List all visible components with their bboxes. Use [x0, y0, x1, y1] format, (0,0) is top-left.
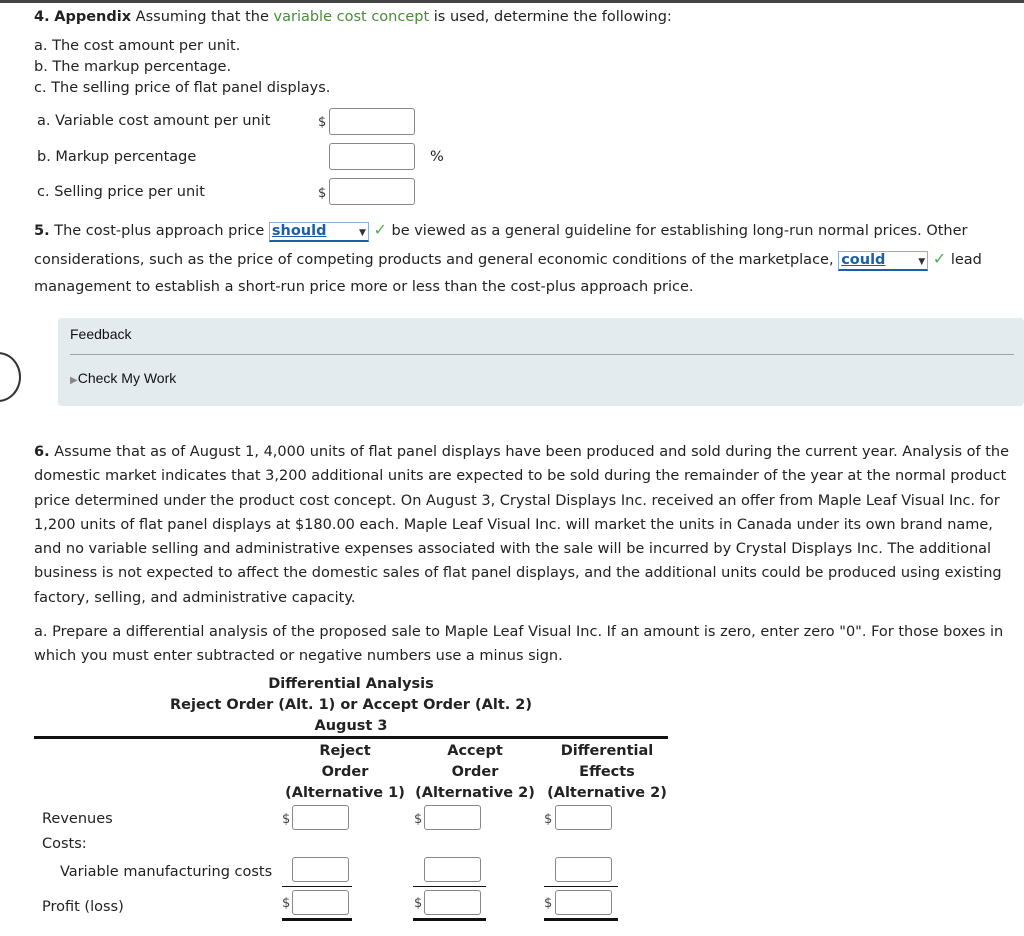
q5-text: The cost-plus approach price	[54, 223, 265, 239]
feedback-panel	[58, 318, 1024, 406]
col-header-reject: (Alternative 1)	[285, 785, 405, 801]
revenues-label: Revenues	[42, 811, 113, 827]
chevron-down-icon: ▼	[918, 257, 926, 267]
answer-a-label: a. Variable cost amount per unit	[37, 113, 271, 129]
question-4-item-c: c. The selling price of flat panel displays.	[34, 80, 331, 96]
should-dropdown[interactable]	[269, 222, 369, 242]
dollar-sign: $	[282, 812, 291, 827]
q6-line: price determined under the product cost concept. On August 3, Crystal Displays Inc. received an offer from Maple Leaf Visual Inc. for	[34, 492, 1000, 509]
total-double-rule	[282, 918, 352, 921]
checkmark-icon: ✓	[932, 249, 947, 268]
question-4-item-b: b. The markup percentage.	[34, 59, 232, 75]
col-header-accept: (Alternative 2)	[415, 785, 535, 801]
variable-mfg-costs-label: Variable manufacturing costs	[60, 864, 273, 880]
dollar-sign: $	[414, 812, 423, 827]
question-number: 4.	[34, 9, 50, 25]
q6-line: and no variable selling and administrative expenses associated with the sale will be incurred by Crystal Displays Inc. The additional	[34, 541, 992, 558]
question-5-line-1	[34, 216, 1019, 245]
table-top-rule	[34, 736, 668, 739]
checkmark-icon: ✓	[373, 220, 387, 239]
answer-b-label: b. Markup percentage	[37, 149, 197, 165]
chevron-down-icon: ▼	[358, 228, 366, 238]
check-my-work-toggle[interactable]	[70, 370, 176, 386]
intro-text-after: is used, determine the following:	[433, 9, 672, 25]
answer-c-label: c. Selling price per unit	[37, 184, 205, 200]
question-5-line-3: management to establish a short-run price more or less than the cost-plus approach price.	[34, 279, 694, 295]
q6-line: 1,200 units of flat panel displays at $180.00 each. Maple Leaf Visual Inc. will market the units in Canada under its own brand name,	[34, 516, 993, 533]
col-header-differential: Differential	[560, 743, 654, 759]
question-number: 5.	[34, 223, 50, 239]
question-6-text	[34, 440, 1024, 610]
revenues-accept-input[interactable]	[424, 805, 481, 830]
dollar-sign: $	[318, 115, 327, 130]
question-4-item-a: a. The cost amount per unit.	[34, 38, 241, 54]
dollar-sign: $	[414, 896, 423, 911]
revenues-reject-input[interactable]	[292, 805, 349, 830]
markup-percentage-input[interactable]	[329, 143, 415, 170]
question-6-part-a	[34, 620, 1024, 669]
q6-line	[34, 440, 1024, 464]
profit-differential-input[interactable]	[555, 890, 612, 915]
part-a-line: a. Prepare a differential analysis of the proposed sale to Maple Leaf Visual Inc. If an amount is zero, enter zero "0". For those boxes in	[34, 624, 1004, 640]
q6-line: business is not expected to affect the domestic sales of flat panel displays, and the additional units could be produced using existing	[34, 565, 1002, 582]
question-number: 6.	[34, 444, 50, 460]
selling-price-per-unit-input[interactable]	[329, 178, 415, 205]
profit-reject-input[interactable]	[292, 890, 349, 915]
revenues-differential-input[interactable]	[555, 805, 612, 830]
variable-costs-differential-input[interactable]	[555, 857, 612, 882]
variable-cost-per-unit-input[interactable]	[329, 108, 415, 135]
analysis-date: August 3	[314, 718, 388, 734]
dollar-sign: $	[544, 812, 553, 827]
top-border	[0, 0, 1024, 3]
q5-text: lead	[950, 252, 982, 268]
previous-nav-button[interactable]	[0, 352, 21, 402]
part-a-line: which you must enter subtracted or negative numbers use a minus sign.	[34, 648, 563, 665]
analysis-title: Differential Analysis	[268, 676, 434, 692]
feedback-divider	[70, 354, 1014, 355]
subtotal-rule	[413, 886, 486, 887]
col-header-differential: Effects	[579, 764, 635, 780]
appendix-label: Appendix	[54, 9, 132, 25]
subtotal-rule	[544, 886, 618, 887]
col-header-accept: Accept	[447, 743, 503, 759]
q5-text: be viewed as a general guideline for establishing long-run normal prices. Other	[391, 223, 968, 239]
total-double-rule	[413, 918, 486, 921]
costs-label: Costs:	[42, 836, 87, 852]
q6-line: domestic market indicates that 3,200 additional units are expected to be sold during the remainder of the year at the normal product	[34, 468, 1007, 485]
variable-cost-concept-link[interactable]: variable cost concept	[273, 9, 430, 25]
dollar-sign: $	[544, 896, 553, 911]
q6-line-text: Assume that as of August 1, 4,000 units of flat panel displays have been produced and sold during the current year. Analysis of the	[54, 444, 1010, 460]
could-dropdown[interactable]	[838, 251, 928, 271]
question-4-heading	[34, 9, 672, 25]
q6-line: factory, selling, and administrative capacity.	[34, 589, 356, 606]
col-header-accept: Order	[451, 764, 499, 780]
dollar-sign: $	[282, 896, 291, 911]
feedback-title: Feedback	[70, 326, 132, 342]
intro-text: Assuming that the	[135, 9, 269, 25]
profit-loss-label: Profit (loss)	[42, 899, 124, 915]
variable-costs-reject-input[interactable]	[292, 857, 349, 882]
dollar-sign: $	[318, 186, 327, 201]
question-5-line-2	[34, 245, 1019, 274]
col-header-reject: Order	[321, 764, 369, 780]
dropdown-value: could	[841, 252, 886, 268]
dropdown-value: should	[271, 223, 327, 239]
q5-text: considerations, such as the price of competing products and general economic conditions of the marketplace,	[34, 252, 834, 268]
percent-sign: %	[430, 149, 444, 165]
variable-costs-accept-input[interactable]	[424, 857, 481, 882]
check-my-work-label: Check My Work	[77, 370, 177, 386]
analysis-subtitle: Reject Order (Alt. 1) or Accept Order (Alt. 2)	[170, 697, 533, 713]
col-header-reject: Reject	[319, 743, 371, 759]
total-double-rule	[544, 918, 618, 921]
subtotal-rule	[282, 886, 352, 887]
col-header-differential: (Alternative 2)	[547, 785, 667, 801]
profit-accept-input[interactable]	[424, 890, 481, 915]
expand-triangle-icon: ▶	[70, 375, 78, 386]
